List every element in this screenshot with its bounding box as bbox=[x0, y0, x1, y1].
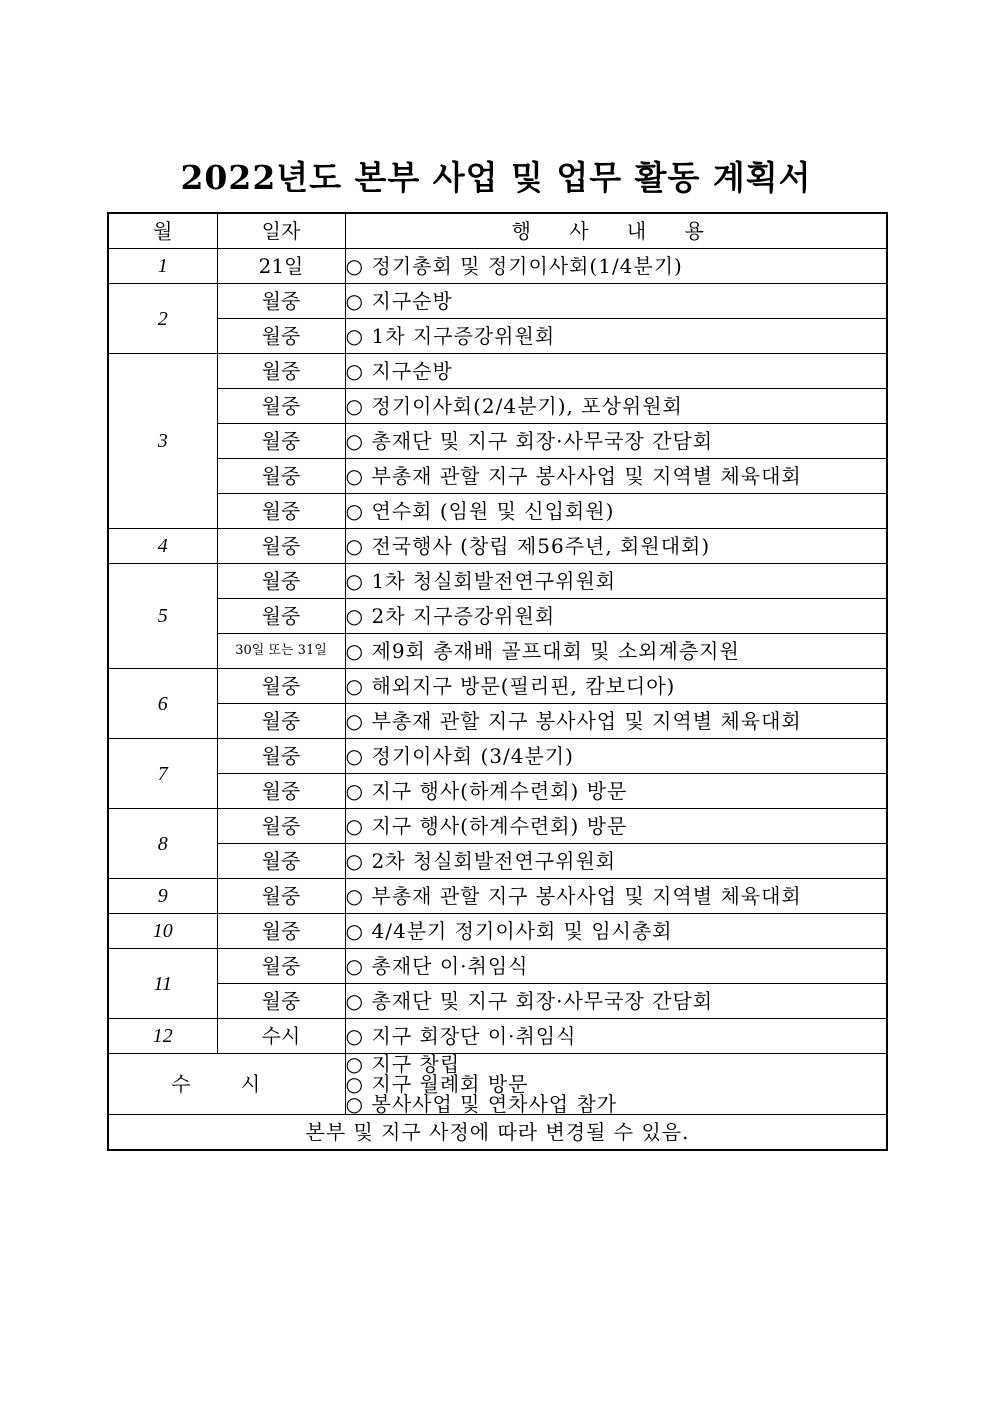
content-text: 2차 청실회발전연구위원회 bbox=[371, 849, 617, 873]
table-row bbox=[108, 949, 887, 984]
table-body bbox=[108, 249, 887, 1054]
anytime-item-text: 지구 창립 bbox=[371, 1052, 461, 1076]
month-cell: 4 bbox=[108, 529, 217, 564]
bullet-icon: ○ bbox=[345, 744, 364, 768]
table-row bbox=[108, 319, 887, 354]
table-header-row bbox=[108, 213, 887, 249]
header-month: 월 bbox=[108, 213, 217, 249]
date-cell: 월중 bbox=[217, 914, 345, 949]
date-cell: 월중 bbox=[217, 529, 345, 564]
anytime-row bbox=[108, 1054, 887, 1115]
bullet-icon: ○ bbox=[345, 254, 364, 278]
table-row bbox=[108, 739, 887, 774]
header-date: 일자 bbox=[217, 213, 345, 249]
anytime-item bbox=[346, 1094, 887, 1114]
content-text: 부총재 관할 지구 봉사사업 및 지역별 체육대회 bbox=[371, 709, 802, 733]
anytime-list bbox=[345, 1054, 887, 1115]
content-cell bbox=[345, 354, 887, 389]
table-row bbox=[108, 424, 887, 459]
header-content: 행 사 내 용 bbox=[345, 213, 887, 249]
content-text: 전국행사 (창립 제56주년, 회원대회) bbox=[371, 534, 711, 558]
table-row bbox=[108, 389, 887, 424]
table-row bbox=[108, 844, 887, 879]
bullet-icon: ○ bbox=[345, 849, 364, 873]
bullet-icon: ○ bbox=[345, 534, 364, 558]
table-row bbox=[108, 809, 887, 844]
table-row bbox=[108, 564, 887, 599]
bullet-icon: ○ bbox=[345, 989, 364, 1013]
month-cell: 10 bbox=[108, 914, 217, 949]
content-cell bbox=[345, 459, 887, 494]
table-row bbox=[108, 599, 887, 634]
bullet-icon: ○ bbox=[345, 1072, 364, 1096]
date-cell: 월중 bbox=[217, 494, 345, 529]
content-cell bbox=[345, 599, 887, 634]
content-text: 정기총회 및 정기이사회(1/4분기) bbox=[371, 254, 683, 278]
bullet-icon: ○ bbox=[345, 884, 364, 908]
bullet-icon: ○ bbox=[345, 394, 364, 418]
content-cell bbox=[345, 249, 887, 284]
table-row bbox=[108, 774, 887, 809]
content-cell bbox=[345, 424, 887, 459]
date-cell: 월중 bbox=[217, 879, 345, 914]
date-cell: 수시 bbox=[217, 1019, 345, 1054]
content-cell bbox=[345, 1019, 887, 1054]
date-cell: 월중 bbox=[217, 984, 345, 1019]
table-row bbox=[108, 529, 887, 564]
month-cell: 2 bbox=[108, 284, 217, 354]
content-cell bbox=[345, 809, 887, 844]
content-text: 부총재 관할 지구 봉사사업 및 지역별 체육대회 bbox=[371, 884, 802, 908]
date-cell: 월중 bbox=[217, 739, 345, 774]
content-cell bbox=[345, 949, 887, 984]
bullet-icon: ○ bbox=[345, 814, 364, 838]
date-cell: 월중 bbox=[217, 424, 345, 459]
content-cell bbox=[345, 774, 887, 809]
content-cell bbox=[345, 984, 887, 1019]
table-row bbox=[108, 634, 887, 669]
date-cell: 월중 bbox=[217, 949, 345, 984]
table-row bbox=[108, 669, 887, 704]
bullet-icon: ○ bbox=[345, 1092, 364, 1116]
bullet-icon: ○ bbox=[345, 464, 364, 488]
month-cell: 12 bbox=[108, 1019, 217, 1054]
month-cell: 3 bbox=[108, 354, 217, 529]
date-cell: 월중 bbox=[217, 704, 345, 739]
bullet-icon: ○ bbox=[345, 604, 364, 628]
bullet-icon: ○ bbox=[345, 639, 364, 663]
table-row bbox=[108, 914, 887, 949]
bullet-icon: ○ bbox=[345, 709, 364, 733]
footer-row bbox=[108, 1115, 887, 1151]
content-text: 정기이사회(2/4분기), 포상위원회 bbox=[371, 394, 683, 418]
month-cell: 7 bbox=[108, 739, 217, 809]
month-cell: 1 bbox=[108, 249, 217, 284]
bullet-icon: ○ bbox=[345, 1024, 364, 1048]
content-text: 연수회 (임원 및 신입회원) bbox=[371, 499, 615, 523]
bullet-icon: ○ bbox=[345, 569, 364, 593]
bullet-icon: ○ bbox=[345, 359, 364, 383]
bullet-icon: ○ bbox=[345, 779, 364, 803]
content-text: 지구순방 bbox=[371, 289, 453, 313]
table-row bbox=[108, 1019, 887, 1054]
activity-plan-table bbox=[107, 212, 888, 1151]
date-cell: 월중 bbox=[217, 459, 345, 494]
content-text: 해외지구 방문(필리핀, 캄보디아) bbox=[371, 674, 676, 698]
date-cell: 월중 bbox=[217, 599, 345, 634]
content-text: 지구 행사(하계수련회) 방문 bbox=[371, 779, 628, 803]
date-cell: 월중 bbox=[217, 389, 345, 424]
table-row bbox=[108, 354, 887, 389]
page-title: 2022년도 본부 사업 및 업무 활동 계획서 bbox=[180, 158, 812, 197]
bullet-icon: ○ bbox=[345, 674, 364, 698]
table-row bbox=[108, 459, 887, 494]
date-cell: 30일 또는 31일 bbox=[217, 634, 345, 669]
content-text: 제9회 총재배 골프대회 및 소외계층지원 bbox=[371, 639, 740, 663]
month-cell: 11 bbox=[108, 949, 217, 1019]
footer-note: 본부 및 지구 사정에 따라 변경될 수 있음. bbox=[108, 1115, 887, 1151]
month-cell: 5 bbox=[108, 564, 217, 669]
bullet-icon: ○ bbox=[345, 954, 364, 978]
content-cell bbox=[345, 529, 887, 564]
content-text: 지구순방 bbox=[371, 359, 453, 383]
anytime-item bbox=[346, 1054, 887, 1074]
table-row bbox=[108, 249, 887, 284]
content-cell bbox=[345, 389, 887, 424]
content-text: 지구 행사(하계수련회) 방문 bbox=[371, 814, 628, 838]
content-text: 1차 지구증강위원회 bbox=[371, 324, 556, 348]
date-cell: 월중 bbox=[217, 564, 345, 599]
date-cell: 월중 bbox=[217, 844, 345, 879]
content-cell bbox=[345, 879, 887, 914]
month-cell: 9 bbox=[108, 879, 217, 914]
date-cell: 월중 bbox=[217, 774, 345, 809]
content-cell bbox=[345, 319, 887, 354]
content-text: 지구 회장단 이·취임식 bbox=[371, 1024, 577, 1048]
content-text: 정기이사회 (3/4분기) bbox=[371, 744, 574, 768]
content-cell bbox=[345, 494, 887, 529]
month-cell: 8 bbox=[108, 809, 217, 879]
table-row bbox=[108, 284, 887, 319]
anytime-item-text: 지구 월례회 방문 bbox=[371, 1072, 529, 1096]
content-cell bbox=[345, 564, 887, 599]
anytime-label: 수 시 bbox=[108, 1054, 345, 1115]
date-cell: 월중 bbox=[217, 354, 345, 389]
anytime-item bbox=[346, 1074, 887, 1094]
bullet-icon: ○ bbox=[345, 499, 364, 523]
bullet-icon: ○ bbox=[345, 1052, 364, 1076]
date-cell: 월중 bbox=[217, 809, 345, 844]
content-text: 2차 지구증강위원회 bbox=[371, 604, 556, 628]
content-text: 1차 청실회발전연구위원회 bbox=[371, 569, 617, 593]
bullet-icon: ○ bbox=[345, 429, 364, 453]
content-cell bbox=[345, 844, 887, 879]
content-text: 총재단 이·취임식 bbox=[371, 954, 529, 978]
content-text: 총재단 및 지구 회장·사무국장 간담회 bbox=[371, 989, 714, 1013]
content-cell bbox=[345, 634, 887, 669]
content-cell bbox=[345, 669, 887, 704]
bullet-icon: ○ bbox=[345, 289, 364, 313]
bullet-icon: ○ bbox=[345, 919, 364, 943]
date-cell: 21일 bbox=[217, 249, 345, 284]
content-cell bbox=[345, 914, 887, 949]
table-row bbox=[108, 879, 887, 914]
table-row bbox=[108, 494, 887, 529]
content-cell bbox=[345, 739, 887, 774]
date-cell: 월중 bbox=[217, 284, 345, 319]
table-row bbox=[108, 984, 887, 1019]
table-row bbox=[108, 704, 887, 739]
bullet-icon: ○ bbox=[345, 324, 364, 348]
content-text: 부총재 관할 지구 봉사사업 및 지역별 체육대회 bbox=[371, 464, 802, 488]
anytime-item-text: 봉사사업 및 연차사업 참가 bbox=[371, 1092, 618, 1116]
date-cell: 월중 bbox=[217, 669, 345, 704]
content-text: 총재단 및 지구 회장·사무국장 간담회 bbox=[371, 429, 714, 453]
date-cell: 월중 bbox=[217, 319, 345, 354]
content-cell bbox=[345, 284, 887, 319]
content-text: 4/4분기 정기이사회 및 임시총회 bbox=[371, 919, 673, 943]
month-cell: 6 bbox=[108, 669, 217, 739]
content-cell bbox=[345, 704, 887, 739]
